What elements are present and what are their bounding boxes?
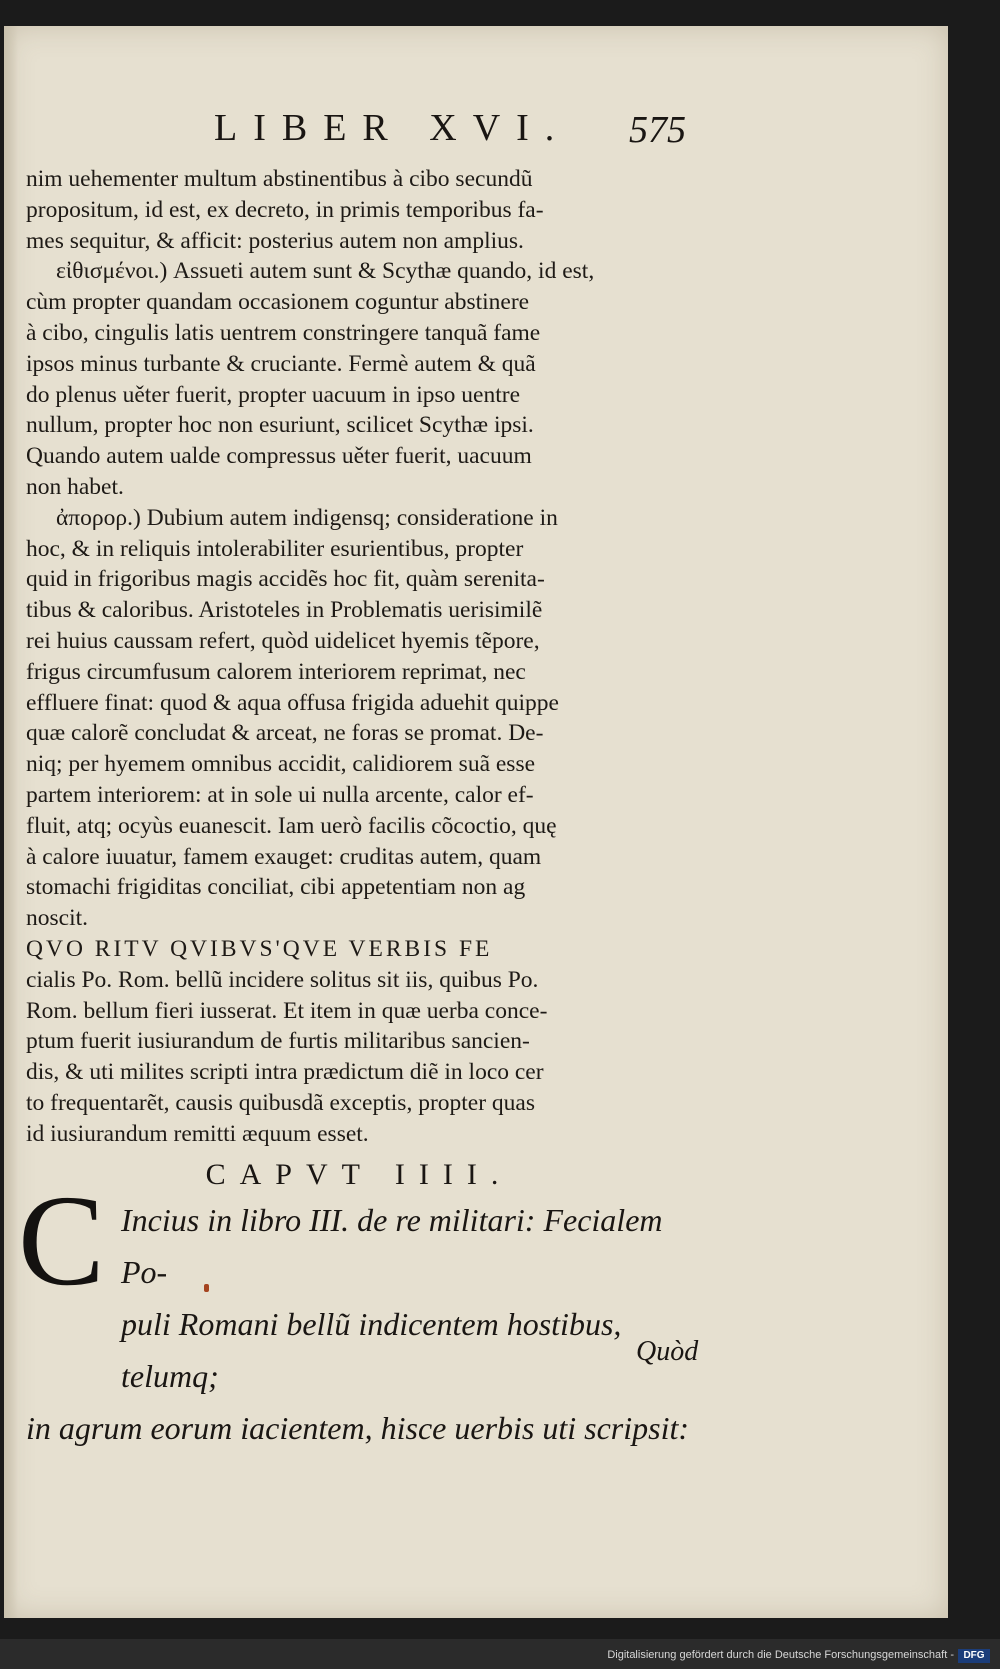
- text-line: hoc, & in reliquis intolerabiliter esurientibus, propter: [26, 535, 524, 562]
- footer-credit: Digitalisierung gefördert durch die Deutsche Forschungsgemeinschaft -: [607, 1649, 954, 1661]
- text-line: ptum fuerit iusiurandum de furtis militaribus sancien-: [26, 1028, 530, 1055]
- footer-bar: [0, 1639, 1000, 1669]
- text-line: ipsos minus turbante & cruciante. Fermè autem & quã: [26, 350, 536, 377]
- italic-line: Incius in libro III. de re militari: Fecialem Po-: [121, 1202, 663, 1290]
- text-line: Quando autem ualde compressus uěter fuerit, uacuum: [26, 443, 532, 470]
- text-line: mes sequitur, & afficit: posterius autem non amplius.: [26, 227, 524, 254]
- text-line: tibus & caloribus. Aristoteles in Problematis uerisimilẽ: [26, 597, 543, 624]
- section-heading-line: QVO RITV QVIBVS'QVE VERBIS FE: [26, 935, 493, 962]
- text-line: cialis Po. Rom. bellũ incidere solitus sit iis, quibus Po.: [26, 966, 539, 993]
- text-line: quæ calorẽ concludat & arceat, ne foras se promat. De-: [26, 720, 544, 747]
- text-line: fluit, atq; ocyùs euanescit. Iam uerò facilis cõcoctio, quę: [26, 812, 557, 839]
- text-line: à cibo, cingulis latis uentrem constringere tanquã fame: [26, 319, 541, 346]
- text-line: εἰθισμένοι.) Assueti autem sunt & Scythæ quando, id est,: [56, 258, 595, 285]
- text-line: nim uehementer multum abstinentibus à cibo secundũ: [26, 166, 533, 192]
- text-line: ἀπορορ.) Dubium autem indigensq; consideratione in: [56, 504, 558, 531]
- text-line: propositum, id est, ex decreto, in primis temporibus fa-: [26, 196, 544, 223]
- book-page: [4, 26, 948, 1618]
- text-line: id iusiurandum remitti æquum esset.: [26, 1120, 369, 1147]
- text-line: cùm propter quandam occasionem coguntur abstinere: [26, 289, 530, 316]
- text-line: frigus circumfusum calorem interiorem reprimat, nec: [26, 658, 526, 685]
- drop-cap-initial: C: [18, 1169, 105, 1313]
- italic-paragraph: [26, 1194, 716, 1454]
- text-line: non habet.: [26, 473, 124, 500]
- italic-line: puli Romani bellũ indicentem hostibus, telumq;: [121, 1306, 622, 1394]
- text-line: rei huius caussam refert, quòd uidelicet hyemis tẽpore,: [26, 627, 540, 654]
- chapter-heading: CAPVT IIII.: [205, 1158, 513, 1191]
- text-line: dis, & uti milites scripti intra prædictum diẽ in loco cer: [26, 1059, 544, 1086]
- paper-stain: [204, 1284, 209, 1292]
- text-line: à calore iuuatur, famem exauget: cruditas autem, quam: [26, 843, 542, 870]
- body-text: [26, 164, 716, 1150]
- dfg-logo: DFG: [958, 1649, 990, 1663]
- catchword: Quòd: [636, 1336, 699, 1367]
- running-title: LIBER XVI.: [214, 107, 571, 149]
- italic-line: in agrum eorum iacientem, hisce uerbis uti scripsit:: [26, 1410, 690, 1446]
- text-line: quid in frigoribus magis accidẽs hoc fit, quàm serenita-: [26, 566, 545, 593]
- text-line: noscit.: [26, 905, 89, 932]
- text-line: niq; per hyemem omnibus accidit, calidiorem suã esse: [26, 751, 536, 778]
- text-line: do plenus uěter fuerit, propter uacuum in ipso uentre: [26, 381, 521, 408]
- text-line: stomachi frigiditas conciliat, cibi appetentiam non ag: [26, 874, 526, 901]
- text-line: Rom. bellum fieri iusserat. Et item in quæ uerba conce-: [26, 997, 548, 1024]
- text-line: effluere finat: quod & aqua offusa frigida aduehit quippe: [26, 689, 559, 716]
- text-line: nullum, propter hoc non esuriunt, scilicet Scythæ ipsi.: [26, 412, 534, 439]
- text-line: partem interiorem: at in sole ui nulla arcente, calor ef-: [26, 781, 534, 808]
- page-number: 575: [629, 109, 686, 151]
- running-head: [4, 106, 948, 156]
- text-line: to frequentarẽt, causis quibusdã exceptis, propter quas: [26, 1089, 536, 1116]
